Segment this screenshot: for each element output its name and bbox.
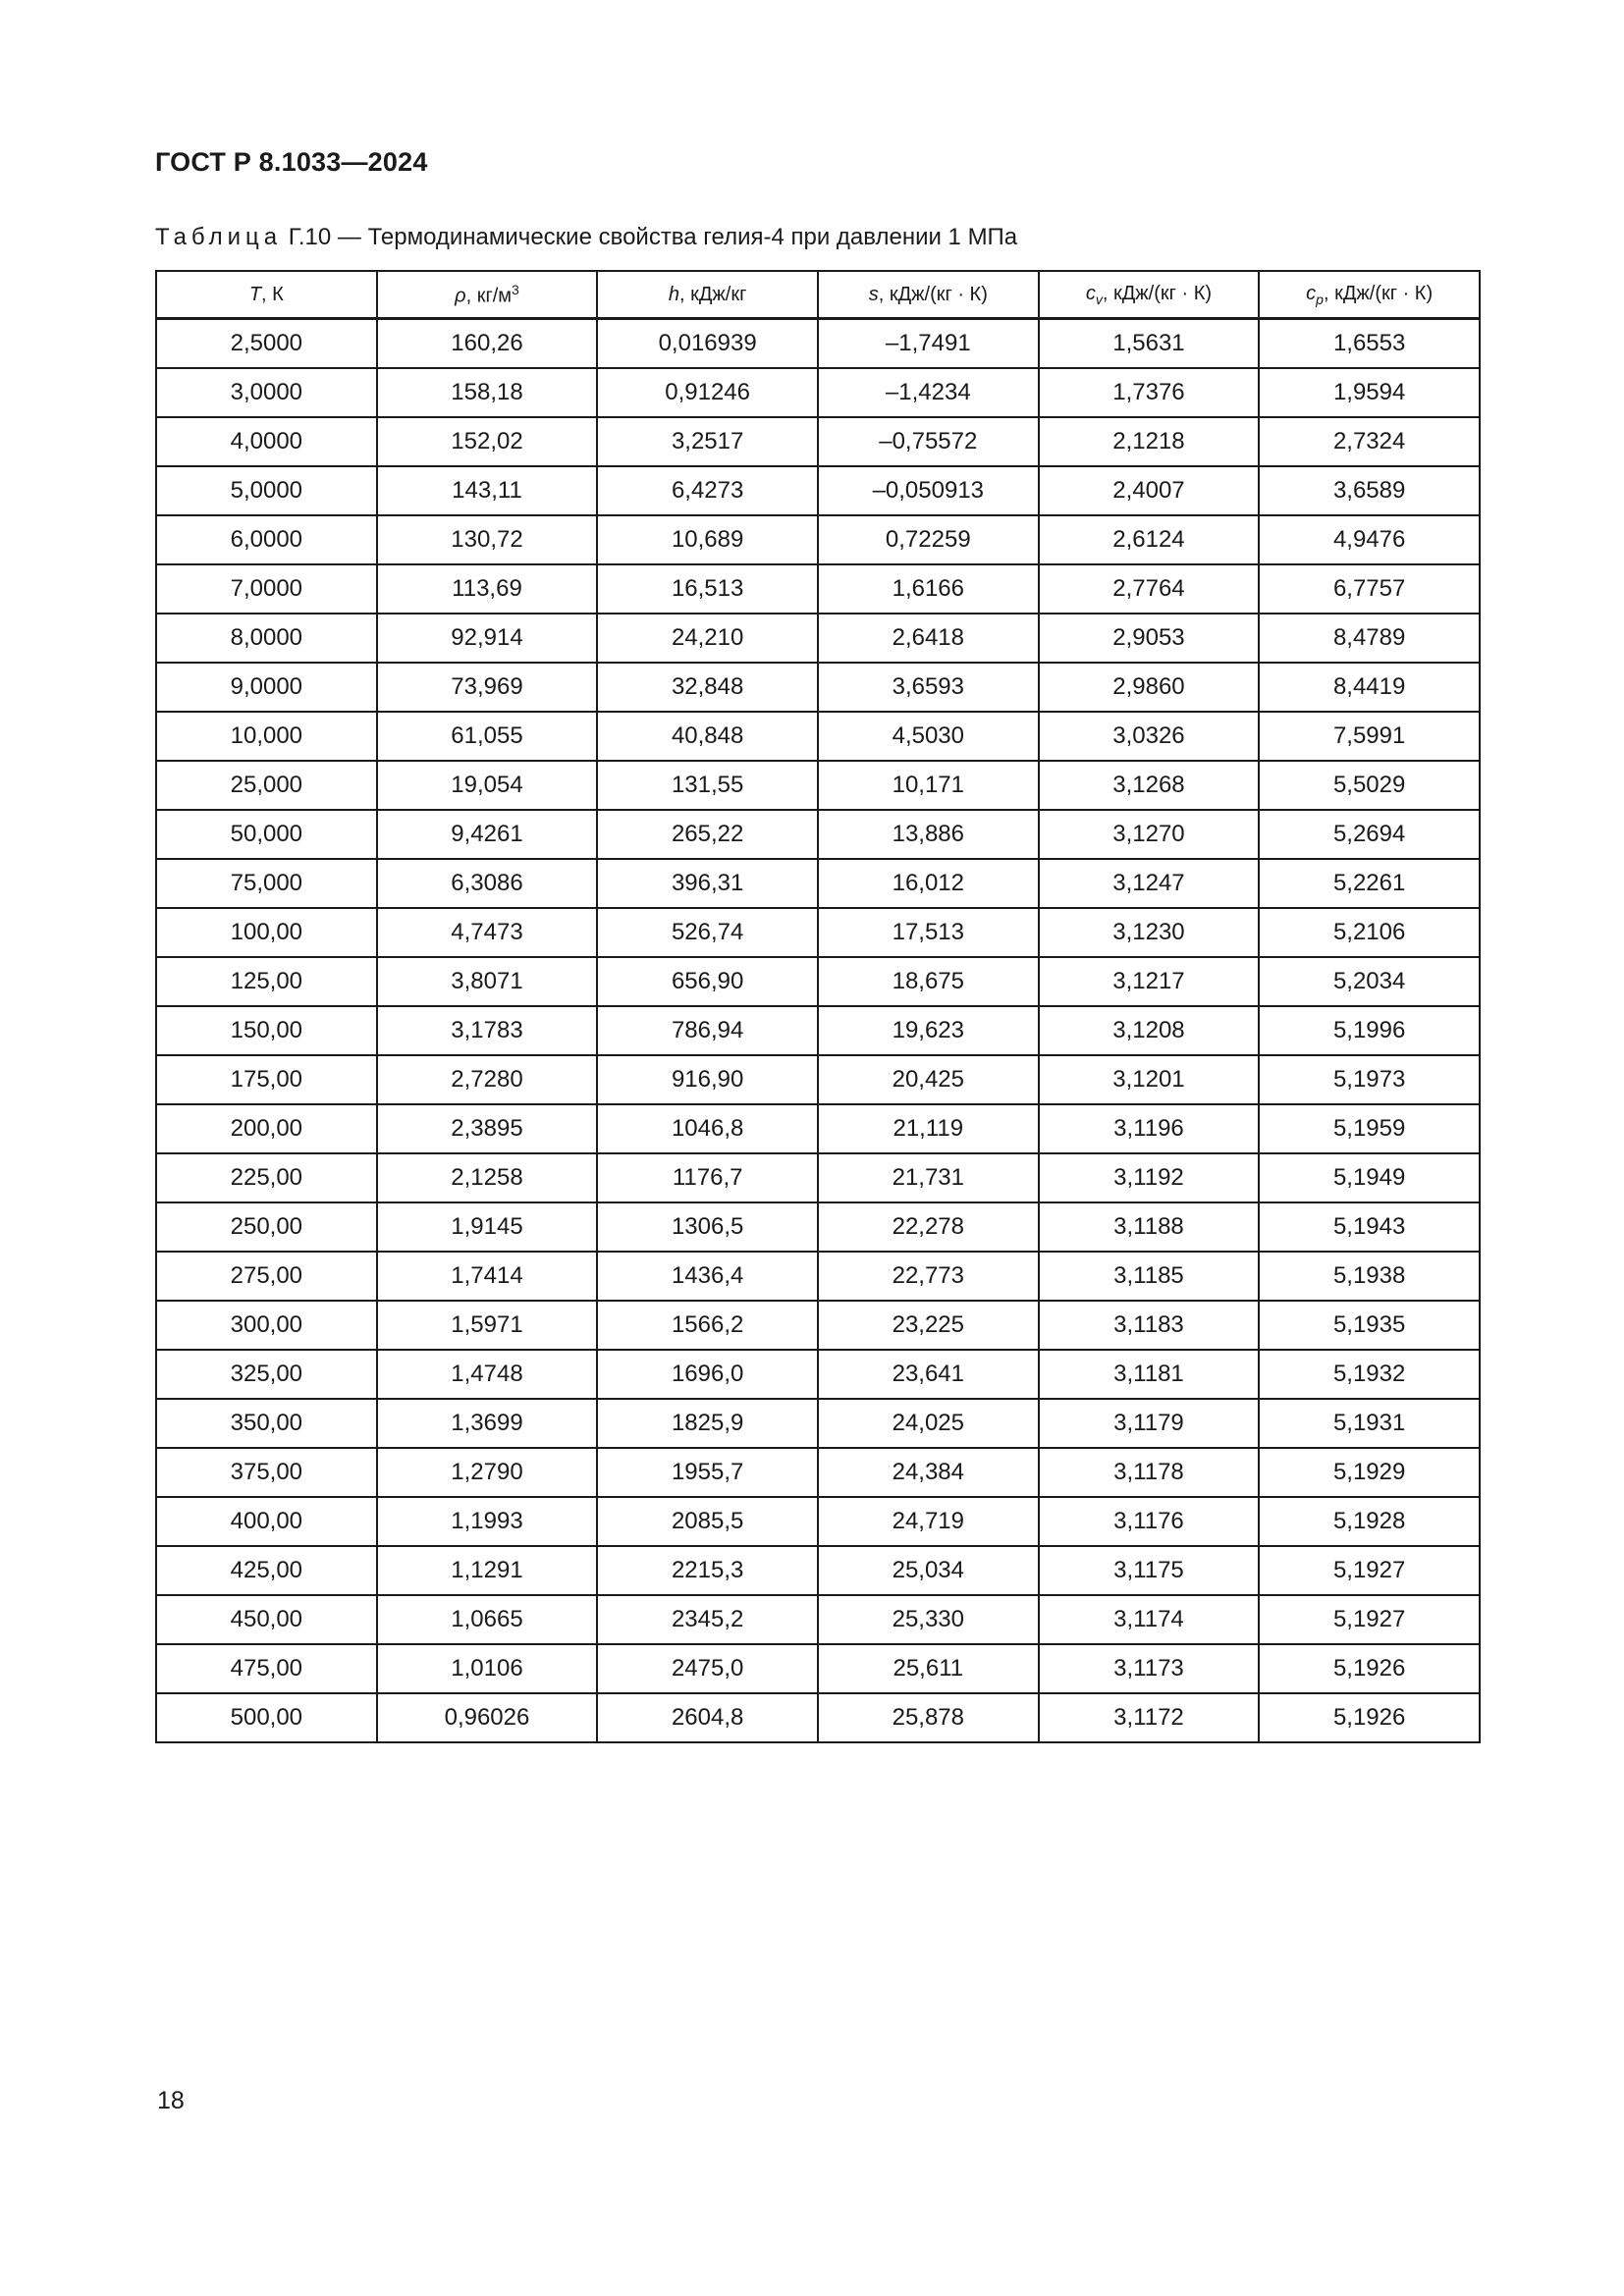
table-cell: –1,7491 xyxy=(818,319,1039,369)
table-caption-label: Таблица xyxy=(155,224,283,250)
table-cell: 3,1268 xyxy=(1039,761,1260,810)
table-cell: 40,848 xyxy=(597,712,818,761)
table-body xyxy=(156,319,1480,1743)
table-caption xyxy=(155,224,1017,251)
column-unit: , К xyxy=(261,283,284,305)
table-cell: 8,4419 xyxy=(1259,663,1480,712)
table-cell: 2,9860 xyxy=(1039,663,1260,712)
table-row xyxy=(156,515,1480,564)
column-unit: , кДж/кг xyxy=(679,283,747,305)
table-cell: 1,1291 xyxy=(377,1546,598,1595)
column-symbol: h xyxy=(668,283,679,305)
table-cell: 3,1176 xyxy=(1039,1497,1260,1546)
table-cell: 152,02 xyxy=(377,417,598,466)
table-row xyxy=(156,319,1480,369)
table-cell: 6,3086 xyxy=(377,859,598,908)
table-cell: 2,5000 xyxy=(156,319,377,369)
table-row xyxy=(156,1153,1480,1202)
table-cell: 5,1931 xyxy=(1259,1399,1480,1448)
table-cell: 160,26 xyxy=(377,319,598,369)
table-cell: 5,5029 xyxy=(1259,761,1480,810)
table-cell: 1,2790 xyxy=(377,1448,598,1497)
table-row xyxy=(156,1497,1480,1546)
table-cell: 5,1938 xyxy=(1259,1252,1480,1301)
table-header xyxy=(156,271,1480,319)
table-cell: 9,0000 xyxy=(156,663,377,712)
table-cell: 1,5971 xyxy=(377,1301,598,1350)
table-cell: 92,914 xyxy=(377,614,598,663)
table-cell: 8,0000 xyxy=(156,614,377,663)
table-cell: 3,1217 xyxy=(1039,957,1260,1006)
table-row xyxy=(156,368,1480,417)
table-cell: 5,1949 xyxy=(1259,1153,1480,1202)
table-cell: 75,000 xyxy=(156,859,377,908)
table-cell: 4,7473 xyxy=(377,908,598,957)
table-cell: 1696,0 xyxy=(597,1350,818,1399)
table-cell: 2,7764 xyxy=(1039,564,1260,614)
table-cell: 265,22 xyxy=(597,810,818,859)
table-cell: 5,1959 xyxy=(1259,1104,1480,1153)
table-cell: 1,7376 xyxy=(1039,368,1260,417)
table-cell: 5,1927 xyxy=(1259,1595,1480,1644)
table-cell: 5,1935 xyxy=(1259,1301,1480,1350)
table-cell: 16,012 xyxy=(818,859,1039,908)
table-row xyxy=(156,1546,1480,1595)
column-header xyxy=(818,271,1039,319)
column-symbol: c xyxy=(1085,282,1096,304)
table-cell: 130,72 xyxy=(377,515,598,564)
column-header xyxy=(1039,271,1260,319)
table-cell: 2,4007 xyxy=(1039,466,1260,515)
table-cell: 50,000 xyxy=(156,810,377,859)
column-header xyxy=(597,271,818,319)
table-cell: 5,1929 xyxy=(1259,1448,1480,1497)
table-cell: 0,96026 xyxy=(377,1693,598,1742)
table-cell: 3,1175 xyxy=(1039,1546,1260,1595)
table-cell: 2604,8 xyxy=(597,1693,818,1742)
table-row xyxy=(156,957,1480,1006)
table-cell: 425,00 xyxy=(156,1546,377,1595)
table-cell: 73,969 xyxy=(377,663,598,712)
table-cell: 0,72259 xyxy=(818,515,1039,564)
table-cell: 131,55 xyxy=(597,761,818,810)
column-unit: , кДж/(кг · К) xyxy=(1102,282,1213,304)
table-cell: 0,91246 xyxy=(597,368,818,417)
table-row xyxy=(156,1006,1480,1055)
table-cell: 396,31 xyxy=(597,859,818,908)
table-cell: 25,330 xyxy=(818,1595,1039,1644)
table-cell: 3,1196 xyxy=(1039,1104,1260,1153)
table-row xyxy=(156,1644,1480,1693)
table-cell: 5,2261 xyxy=(1259,859,1480,908)
table-cell: 5,1996 xyxy=(1259,1006,1480,1055)
table-cell: 225,00 xyxy=(156,1153,377,1202)
table-cell: 1176,7 xyxy=(597,1153,818,1202)
table-cell: 6,0000 xyxy=(156,515,377,564)
table-cell: 6,4273 xyxy=(597,466,818,515)
table-cell: 3,6593 xyxy=(818,663,1039,712)
table-row xyxy=(156,761,1480,810)
table-cell: 32,848 xyxy=(597,663,818,712)
table-cell: 23,225 xyxy=(818,1301,1039,1350)
column-header xyxy=(1259,271,1480,319)
table-cell: 200,00 xyxy=(156,1104,377,1153)
table-cell: 3,1188 xyxy=(1039,1202,1260,1252)
table-cell: 475,00 xyxy=(156,1644,377,1693)
table-caption-number: Г.10 xyxy=(288,224,332,250)
table-cell: 3,6589 xyxy=(1259,466,1480,515)
table-cell: 61,055 xyxy=(377,712,598,761)
table-cell: 500,00 xyxy=(156,1693,377,1742)
column-symbol-subscript xyxy=(1096,292,1103,307)
table-cell: 5,1927 xyxy=(1259,1546,1480,1595)
table-cell: 1,4748 xyxy=(377,1350,598,1399)
table-cell: 4,0000 xyxy=(156,417,377,466)
page-number: 18 xyxy=(157,2087,185,2114)
table-cell: –1,4234 xyxy=(818,368,1039,417)
table-cell: 20,425 xyxy=(818,1055,1039,1104)
table-cell: 100,00 xyxy=(156,908,377,957)
table-cell: 24,719 xyxy=(818,1497,1039,1546)
table-cell: 3,2517 xyxy=(597,417,818,466)
table-cell: –0,75572 xyxy=(818,417,1039,466)
table-row xyxy=(156,908,1480,957)
table-cell: 2,1218 xyxy=(1039,417,1260,466)
table-row xyxy=(156,466,1480,515)
table-row xyxy=(156,1448,1480,1497)
table-cell: 275,00 xyxy=(156,1252,377,1301)
table-cell: 1825,9 xyxy=(597,1399,818,1448)
table-row xyxy=(156,564,1480,614)
table-cell: 19,623 xyxy=(818,1006,1039,1055)
table-cell: 3,8071 xyxy=(377,957,598,1006)
table-cell: 1,9145 xyxy=(377,1202,598,1252)
table-cell: 1046,8 xyxy=(597,1104,818,1153)
table-cell: 1955,7 xyxy=(597,1448,818,1497)
table-cell: 2,6124 xyxy=(1039,515,1260,564)
table-cell: 400,00 xyxy=(156,1497,377,1546)
table-cell: 9,4261 xyxy=(377,810,598,859)
table-cell: 13,886 xyxy=(818,810,1039,859)
table-cell: 3,1173 xyxy=(1039,1644,1260,1693)
table-cell: 125,00 xyxy=(156,957,377,1006)
table-caption-separator: — xyxy=(337,224,361,250)
column-header xyxy=(377,271,598,319)
table-cell: 3,1185 xyxy=(1039,1252,1260,1301)
table-cell: 526,74 xyxy=(597,908,818,957)
table-cell: 25,034 xyxy=(818,1546,1039,1595)
table-cell: 1566,2 xyxy=(597,1301,818,1350)
table-cell: 2,9053 xyxy=(1039,614,1260,663)
table-cell: 2345,2 xyxy=(597,1595,818,1644)
table-cell: 2,7324 xyxy=(1259,417,1480,466)
table-cell: 2,7280 xyxy=(377,1055,598,1104)
table-cell: 18,675 xyxy=(818,957,1039,1006)
table-cell: 3,0000 xyxy=(156,368,377,417)
table-row xyxy=(156,663,1480,712)
table-cell: 7,5991 xyxy=(1259,712,1480,761)
table-row xyxy=(156,712,1480,761)
table-cell: 2,1258 xyxy=(377,1153,598,1202)
table-cell: 1,0106 xyxy=(377,1644,598,1693)
table-cell: 10,689 xyxy=(597,515,818,564)
column-symbol: c xyxy=(1306,282,1317,304)
table-cell: 6,7757 xyxy=(1259,564,1480,614)
table-cell: 5,1932 xyxy=(1259,1350,1480,1399)
table-cell: 8,4789 xyxy=(1259,614,1480,663)
table-cell: 113,69 xyxy=(377,564,598,614)
table-cell: 3,1783 xyxy=(377,1006,598,1055)
column-unit: , кг/м xyxy=(465,285,513,307)
table-cell: 21,731 xyxy=(818,1153,1039,1202)
table-cell: 3,1183 xyxy=(1039,1301,1260,1350)
table-cell: 1,6553 xyxy=(1259,319,1480,369)
column-subscript-text: p xyxy=(1316,291,1324,307)
table-cell: 2,6418 xyxy=(818,614,1039,663)
table-cell: 3,1270 xyxy=(1039,810,1260,859)
table-cell: 4,9476 xyxy=(1259,515,1480,564)
table-cell: 2215,3 xyxy=(597,1546,818,1595)
table-cell: 25,611 xyxy=(818,1644,1039,1693)
table-cell: 2085,5 xyxy=(597,1497,818,1546)
table-cell: 5,1973 xyxy=(1259,1055,1480,1104)
table-header-row xyxy=(156,271,1480,319)
table-cell: 300,00 xyxy=(156,1301,377,1350)
table-cell: 3,1201 xyxy=(1039,1055,1260,1104)
table-cell: 1,9594 xyxy=(1259,368,1480,417)
table-cell: 1436,4 xyxy=(597,1252,818,1301)
table-row xyxy=(156,1104,1480,1153)
table-cell: 3,1172 xyxy=(1039,1693,1260,1742)
column-symbol: ρ xyxy=(455,285,466,307)
table-cell: 16,513 xyxy=(597,564,818,614)
table-cell: 2475,0 xyxy=(597,1644,818,1693)
table-cell: 1,1993 xyxy=(377,1497,598,1546)
table-cell: 656,90 xyxy=(597,957,818,1006)
table-row xyxy=(156,1301,1480,1350)
table-cell: 4,5030 xyxy=(818,712,1039,761)
table-cell: 10,171 xyxy=(818,761,1039,810)
table-cell: 158,18 xyxy=(377,368,598,417)
table-cell: 3,1181 xyxy=(1039,1350,1260,1399)
document-header: ГОСТ Р 8.1033—2024 xyxy=(155,147,428,177)
table-row xyxy=(156,417,1480,466)
table-cell: 3,1178 xyxy=(1039,1448,1260,1497)
table-cell: 10,000 xyxy=(156,712,377,761)
table-cell: 7,0000 xyxy=(156,564,377,614)
table-row xyxy=(156,1202,1480,1252)
table-cell: 375,00 xyxy=(156,1448,377,1497)
table-row xyxy=(156,1055,1480,1104)
table-row xyxy=(156,1595,1480,1644)
column-subscript-text: v xyxy=(1095,291,1103,307)
table-cell: 1306,5 xyxy=(597,1202,818,1252)
table-cell: 5,1943 xyxy=(1259,1202,1480,1252)
table-row xyxy=(156,614,1480,663)
table-cell: 5,2694 xyxy=(1259,810,1480,859)
table-cell: –0,050913 xyxy=(818,466,1039,515)
table-cell: 350,00 xyxy=(156,1399,377,1448)
table-cell: 250,00 xyxy=(156,1202,377,1252)
table-cell: 786,94 xyxy=(597,1006,818,1055)
table-cell: 0,016939 xyxy=(597,319,818,369)
table-cell: 5,1928 xyxy=(1259,1497,1480,1546)
table-cell: 17,513 xyxy=(818,908,1039,957)
table-cell: 916,90 xyxy=(597,1055,818,1104)
table-cell: 150,00 xyxy=(156,1006,377,1055)
table-cell: 25,000 xyxy=(156,761,377,810)
table-cell: 23,641 xyxy=(818,1350,1039,1399)
table-row xyxy=(156,1693,1480,1742)
table-cell: 3,1208 xyxy=(1039,1006,1260,1055)
table-cell: 5,2034 xyxy=(1259,957,1480,1006)
table-cell: 2,3895 xyxy=(377,1104,598,1153)
table-cell: 3,1192 xyxy=(1039,1153,1260,1202)
table-cell: 5,2106 xyxy=(1259,908,1480,957)
table-caption-title: Термодинамические свойства гелия-4 при давлении 1 МПа xyxy=(367,224,1018,250)
table-row xyxy=(156,859,1480,908)
table-cell: 5,1926 xyxy=(1259,1644,1480,1693)
table-cell: 1,7414 xyxy=(377,1252,598,1301)
table-cell: 24,210 xyxy=(597,614,818,663)
table-cell: 3,1247 xyxy=(1039,859,1260,908)
table-cell: 1,5631 xyxy=(1039,319,1260,369)
table-cell: 24,025 xyxy=(818,1399,1039,1448)
table-cell: 5,1926 xyxy=(1259,1693,1480,1742)
column-unit: , кДж/(кг · К) xyxy=(1323,282,1434,304)
thermodynamic-properties-table xyxy=(155,270,1481,1743)
column-unit: , кДж/(кг · К) xyxy=(878,283,988,305)
table-cell: 5,0000 xyxy=(156,466,377,515)
table-cell: 22,278 xyxy=(818,1202,1039,1252)
table-row xyxy=(156,1252,1480,1301)
table-cell: 19,054 xyxy=(377,761,598,810)
table-cell: 1,6166 xyxy=(818,564,1039,614)
table-cell: 3,1179 xyxy=(1039,1399,1260,1448)
table-cell: 3,0326 xyxy=(1039,712,1260,761)
table-cell: 175,00 xyxy=(156,1055,377,1104)
table-cell: 25,878 xyxy=(818,1693,1039,1742)
table-cell: 143,11 xyxy=(377,466,598,515)
table-row xyxy=(156,810,1480,859)
table-cell: 22,773 xyxy=(818,1252,1039,1301)
column-symbol: s xyxy=(868,283,879,305)
table-cell: 3,1174 xyxy=(1039,1595,1260,1644)
table-row xyxy=(156,1399,1480,1448)
column-symbol: T xyxy=(248,283,262,305)
table-row xyxy=(156,1350,1480,1399)
column-unit-superscript: 3 xyxy=(512,281,519,297)
table-cell: 325,00 xyxy=(156,1350,377,1399)
table-cell: 3,1230 xyxy=(1039,908,1260,957)
column-header xyxy=(156,271,377,319)
table-cell: 1,0665 xyxy=(377,1595,598,1644)
column-symbol-subscript xyxy=(1316,292,1324,307)
table-cell: 21,119 xyxy=(818,1104,1039,1153)
table-cell: 24,384 xyxy=(818,1448,1039,1497)
table-cell: 450,00 xyxy=(156,1595,377,1644)
table-cell: 1,3699 xyxy=(377,1399,598,1448)
